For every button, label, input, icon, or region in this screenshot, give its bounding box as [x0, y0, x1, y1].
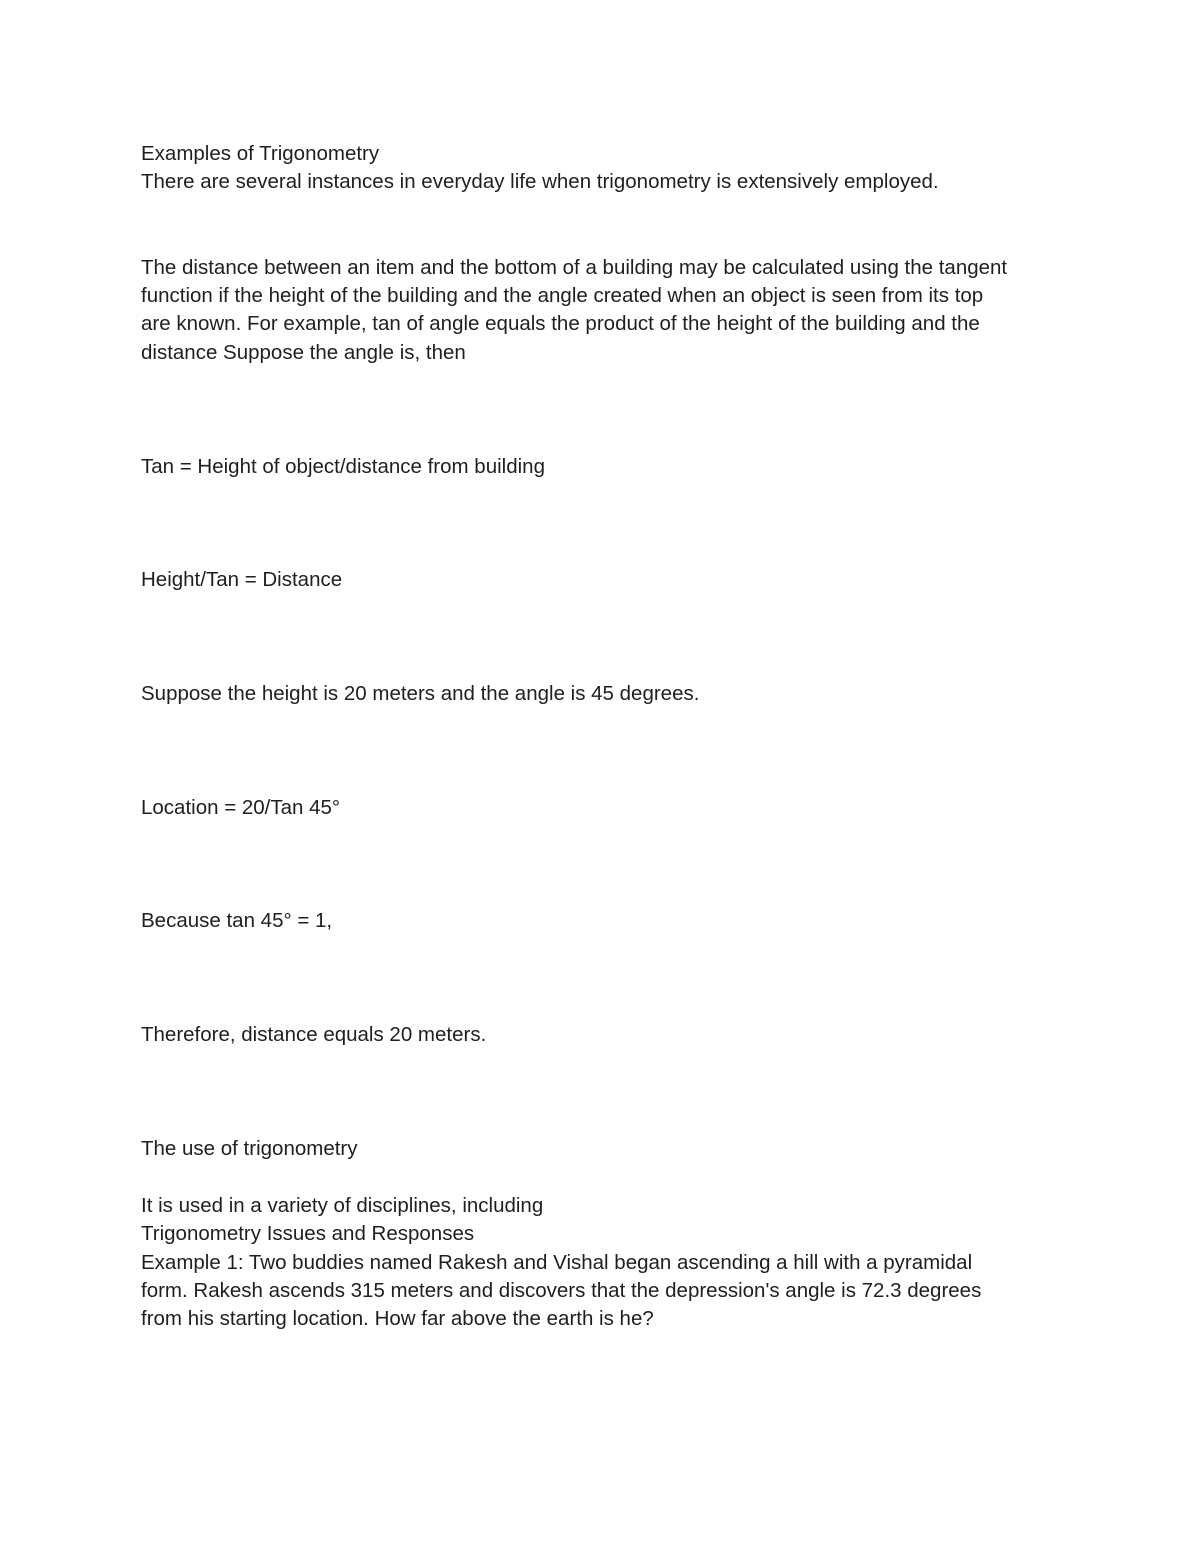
location-formula: Location = 20/Tan 45°	[141, 796, 341, 819]
disciplines-text: It is used in a variety of disciplines, including	[141, 1194, 544, 1217]
paragraph-line: are known. For example, tan of angle equals the product of the height of the building and the	[141, 312, 980, 335]
issues-heading: Trigonometry Issues and Responses	[141, 1222, 475, 1245]
use-heading: The use of trigonometry	[141, 1137, 358, 1160]
paragraph-line: distance Suppose the angle is, then	[141, 341, 466, 364]
because-text: Because tan 45° = 1,	[141, 909, 333, 932]
intro-text: There are several instances in everyday life when trigonometry is extensively employed.	[141, 170, 939, 193]
formula-tan: Tan = Height of object/distance from building	[141, 455, 545, 478]
therefore-text: Therefore, distance equals 20 meters.	[141, 1023, 487, 1046]
document-title: Examples of Trigonometry	[141, 142, 380, 165]
example-line: Example 1: Two buddies named Rakesh and Vishal began ascending a hill with a pyramidal	[141, 1251, 973, 1274]
example-line: form. Rakesh ascends 315 meters and discovers that the depression's angle is 72.3 degrees	[141, 1279, 982, 1302]
example-line: from his starting location. How far above the earth is he?	[141, 1307, 654, 1330]
paragraph-line: function if the height of the building and the angle created when an object is seen from its top	[141, 284, 984, 307]
suppose-text: Suppose the height is 20 meters and the angle is 45 degrees.	[141, 682, 700, 705]
paragraph-line: The distance between an item and the bottom of a building may be calculated using the tangent	[141, 256, 1008, 279]
formula-distance: Height/Tan = Distance	[141, 568, 343, 591]
